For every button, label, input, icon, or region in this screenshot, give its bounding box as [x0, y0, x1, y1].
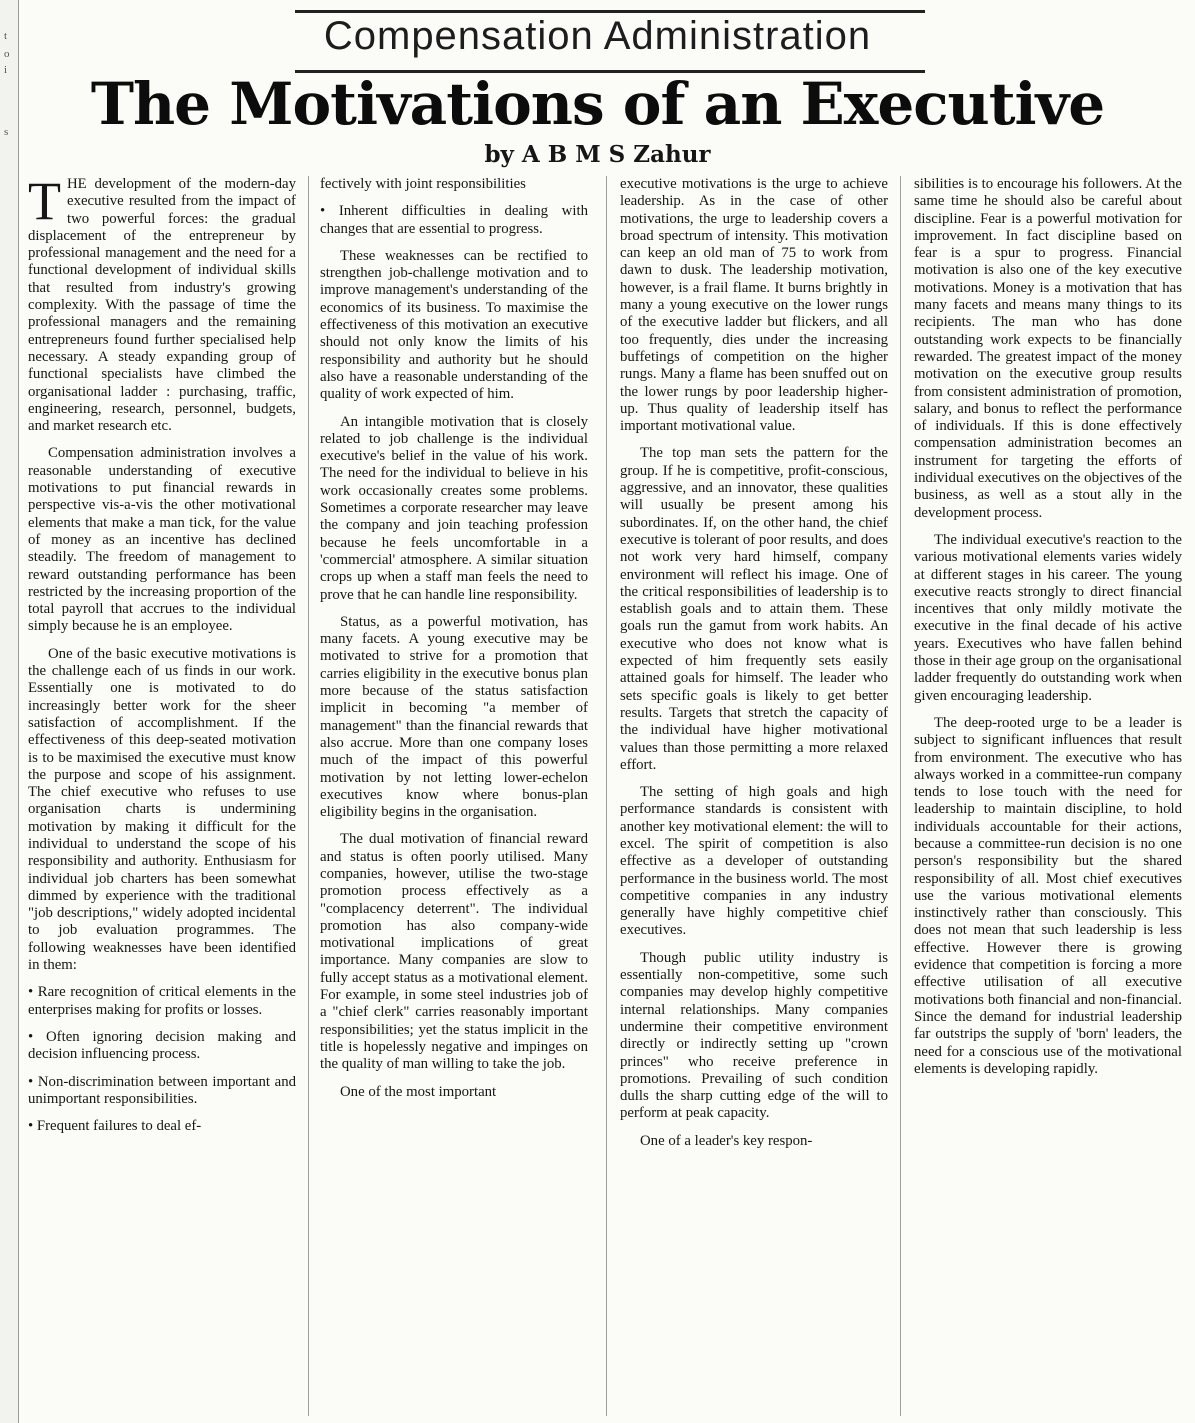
paragraph: The dual motivation of financial reward and status is often poorly utilised. Many companies, however, utilise the two-stage promotion process effectively as a "complacency deterrent". The individual promotion has also company-wide motivational implications of great importance. Many companies are slow to fully accept status as a motivational element. For example, in some steel industries job of a "chief clerk" carries reasonably important responsibilities; yet the status implicit in the title is hopelessly negative and impinges on the quality of man willing to take the job.	[320, 831, 588, 1073]
paragraph	[28, 176, 296, 435]
paragraph: Status, as a powerful motivation, has many facets. A young executive may be motivated to strive for a promotion that carries eligibility in the executive bonus plan more because of the status satisfaction implicit in becoming "a member of management" than the financial rewards that also accrue. More than one company loses much of the impact of this powerful motivation by not letting lower-echelon executives know where bonus-plan eligibility begins in the organisation.	[320, 613, 588, 821]
paragraph: Compensation administration involves a reasonable understanding of executive motivations to put financial rewards in perspective vis-a-vis the other motivational elements that make a man tick, for the value of money as an incentive has declined steadily. The freedom of management to reward outstanding performance has been restricted by the increasing proportion of the total payroll that accrues to the individual simply because he is an employee.	[28, 445, 296, 635]
margin-glyph: o	[4, 48, 10, 60]
margin-glyph: s	[4, 126, 9, 138]
paragraph: The deep-rooted urge to be a leader is subject to significant influences that result from environment. The executive who has always worked in a committee-run company tends to lose touch with the need for leadership to maintain discipline, to hold individuals accountable for their actions, because a committee-run decision is no one person's responsibility but the shared responsibility of all. Most chief executives use the various motivational elements instinctively rather than consciously. This does not mean that such leadership is less effective. However there is growing evidence that competition is forcing a more effective utilisation of all executive motivations both financial and non-financial. Since the demand for industrial leadership far outstrips the supply of 'born' leaders, the need for a conscious use of the motivational elements is developing rapidly.	[914, 714, 1182, 1077]
column-divider	[606, 176, 607, 1416]
paragraph: The top man sets the pattern for the group. If he is competitive, profit-conscious, aggressive, and an innovator, these qualities will usually be present among his subordinates. If, on the other hand, the chief executive is tolerant of poor results, and does not work very hard himself, company environment will reflect his image. One of the critical responsibilities of leadership is to establish goals and to attain them. These goals run the gamut from work habits. An executive who does not know what is expected of him frequently sets easily attained goals for himself. The leader who sets specific goals is likely to get better results. Targets that stretch the capacity of the individual have higher motivational values than those permitting a more relaxed effort.	[620, 445, 888, 773]
article-headline: The Motivations of an Executive	[90, 70, 1105, 138]
column-2	[320, 176, 588, 1416]
section-kicker: Compensation Administration	[323, 14, 872, 58]
paragraph: One of the basic executive motivations is the challenge each of us finds in our work. Essentially one is motivated to do increasingly better work for the sheer satisfaction of accomplishment. If the effectiveness of this deep-seated motivation is to be maximised the executive must know the purpose and scope of his assignment. The chief executive who refuses to use organisation charts is undermining motivation by making it difficult for the individual to understand the scope of his responsibility and authority. Enthusiasm for individual job charters has been somewhat dimmed by experience with the traditional "job descriptions," widely adopted incidental to job evaluation programmes. The following weaknesses have been identified in them:	[28, 645, 296, 974]
margin-glyph: t	[4, 30, 8, 42]
paragraph: One of a leader's key respon-	[640, 1132, 813, 1149]
paragraph: One of the most important	[340, 1083, 497, 1100]
paragraph: Though public utility industry is essentially non-competitive, some such companies may develop highly competitive internal relationships. Many companies undermine their competitive environment directly or indirectly setting up "crown princes" who receive preference in promotions. Prevailing of such condition dulls the sharp cutting edge of the will to perform at peak capacity.	[620, 949, 888, 1122]
margin-glyph: i	[4, 64, 8, 76]
page-margin-strip	[0, 0, 19, 1423]
column-divider	[308, 176, 309, 1416]
bullet-item: • Rare recognition of critical elements in the enterprises making for profits or losses.	[28, 984, 296, 1018]
paragraph: An intangible motivation that is closely related to job challenge is the individual executive's belief in the value of his work. The need for the individual to believe in his work occasionally creates some problems. Sometimes a corporate researcher may leave the company and join teaching profession because he feels uncomfortable in a 'commercial' atmosphere. A similar situation crops up when a staff man feels the need to prove that he can handle line responsibility.	[320, 413, 588, 603]
article-byline: by A B M S Zahur	[484, 141, 711, 168]
paragraph: sibilities is to encourage his followers. At the same time he should also be careful about discipline. Fear is a powerful motivation for improvement. In fact discipline based on fear is a spur to progress. Financial motivation is also one of the key executive motivations. Money is a motivation that has many facets and means many things to its recipients. The man who has done outstanding work expects to be financially rewarded. The greatest impact of the money motivation on the executive group results from consistent administration of promotion, salary, and bonus to reflect the performance of individuals. If this is done effectively compensation administration becomes an instrument for targeting the efforts of individual executives on the objectives of the business, as well as a stout ally in the development process.	[914, 176, 1182, 521]
bullet-item: • Frequent failures to deal ef-	[28, 1118, 202, 1135]
paragraph: fectively with joint responsibilities	[320, 176, 526, 192]
bullet-item: • Non-discrimination between important and unimportant responsibilities.	[28, 1073, 296, 1107]
column-1	[28, 176, 296, 1416]
paragraph-text: HE development of the modern-day executive resulted from the impact of two powerful forces: the gradual displacement of the entrepreneur by professional management and the need for a functional development of individual skills that resulted from industry's growing complexity. With the passage of time the professional managers and the remaining entrepreneurs found further specialised help necessary. A steady expanding group of functional specialists have climbed the organisational ladder : purchasing, traffic, engineering, research, personnel, budgets, and market research etc.	[28, 176, 296, 435]
paragraph: The individual executive's reaction to the various motivational elements varies widely at different stages in his career. The young executive reacts strongly to direct financial incentives that only mildly motivate the executive in the final decade of his active years. Executives who have fallen behind those in their age group on the organisational ladder frequently do outstanding work when given encouraging leadership.	[914, 531, 1182, 704]
paragraph: executive motivations is the urge to achieve leadership. As in the case of other motivations, the urge to leadership covers a broad spectrum of intensity. This motivation can keep an old man of 75 to work from dawn to dusk. The leadership motivation, however, is a frail flame. It burns brightly in many a young executive on the lower rungs of the executive ladder but flickers, and all too frequently, dies under the increasing buffetings of competition on the higher rungs. Many a flame has been snuffed out on the lower rungs by poor leadership higher-up. Thus quality of leadership itself has important motivational value.	[620, 176, 888, 435]
bullet-item: • Often ignoring decision making and decision influencing process.	[28, 1028, 296, 1063]
kicker-rule-top	[295, 10, 925, 13]
bullet-item: • Inherent difficulties in dealing with changes that are essential to progress.	[320, 203, 588, 237]
paragraph: These weaknesses can be rectified to strengthen job-challenge motivation and to improve management's understanding of the economics of its business. To maximise the effectiveness of this motivation an executive should not only know the limits of his responsibility and authority but he should also have a reasonable understanding of the quality of work expected of him.	[320, 247, 588, 403]
column-divider	[900, 176, 901, 1416]
column-4	[914, 176, 1182, 1416]
article-header	[20, 0, 1175, 175]
paragraph: The setting of high goals and high performance standards is consistent with another key motivational element: the will to excel. The spirit of competition is also effective as a developer of outstanding performance in the business world. The most competitive companies in any industry generally have highly competitive chief executives.	[620, 784, 888, 939]
drop-cap: T	[28, 176, 61, 231]
article-body	[28, 176, 1188, 1416]
column-3	[620, 176, 888, 1416]
